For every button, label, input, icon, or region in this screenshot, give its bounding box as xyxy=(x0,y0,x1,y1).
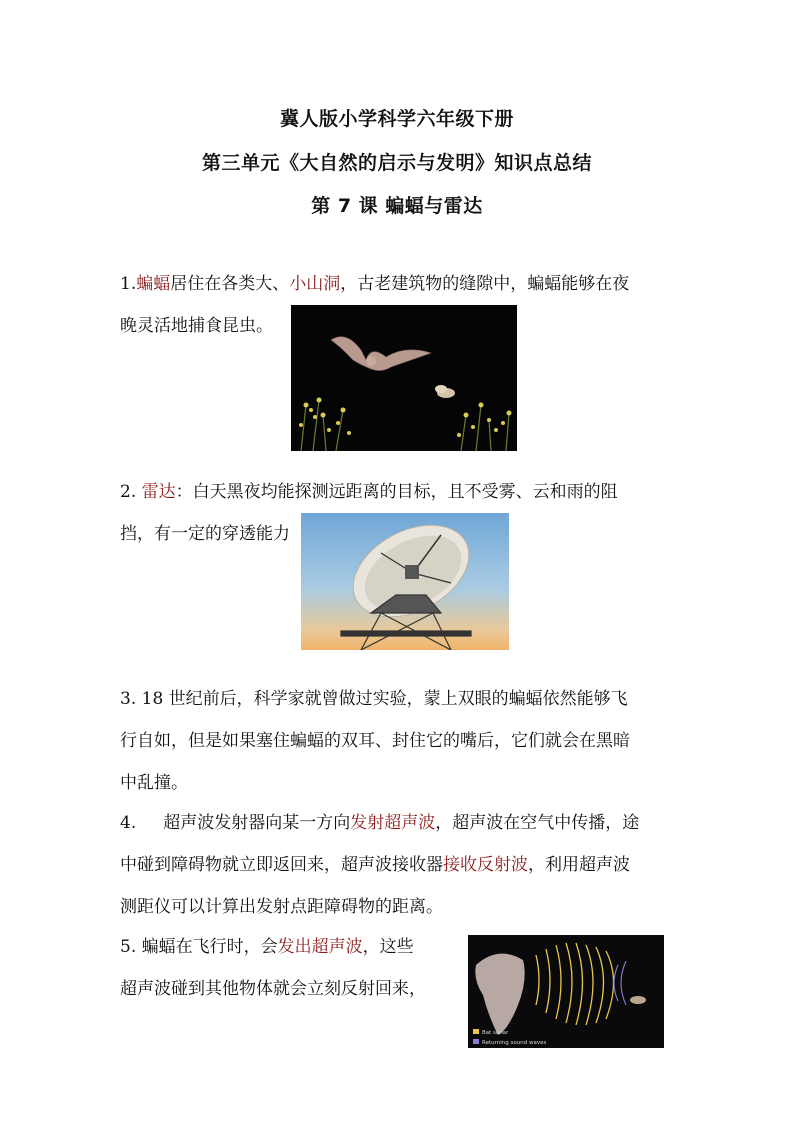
item-number: 1. xyxy=(120,274,137,294)
paragraph-4 xyxy=(120,802,680,928)
paragraph-3 xyxy=(120,678,680,804)
legend-returning-waves: Returning sound waves xyxy=(482,1040,547,1046)
paragraph-5-line-1 xyxy=(120,926,460,968)
paragraph-3-line-1: 3. 18 世纪前后，科学家就曾做过实验，蒙上双眼的蝙蝠依然能够飞 xyxy=(120,689,628,709)
paragraph-4-line-3: 测距仪可以计算出发射点距障碍物的距离。 xyxy=(120,897,443,917)
paragraph-2-line-2: 挡，有一定的穿透能力 xyxy=(120,524,290,544)
paragraph-5-line-2: 超声波碰到其他物体就会立刻反射回来， xyxy=(120,979,426,999)
returning-waves xyxy=(614,961,626,1005)
text: ：白天黑夜均能探测远距离的目标，且不受雾、云和雨的阻 xyxy=(175,482,618,502)
sonar-waves xyxy=(536,943,614,1025)
bat-shape xyxy=(331,337,431,371)
text: ，超声波在空气中传播，途 xyxy=(435,813,640,833)
moth-shape xyxy=(630,996,646,1004)
radar-photo xyxy=(301,513,509,650)
text: 中碰到障碍物就立即返回来，超声波接收器 xyxy=(120,855,443,875)
bat-sonar-illustration xyxy=(468,935,664,1048)
bat-shape xyxy=(475,954,524,1035)
paragraph-4-line-1 xyxy=(120,802,680,844)
radar-dish xyxy=(337,513,484,635)
highlight-receive: 接收反射波 xyxy=(443,855,528,875)
item-number: 2. xyxy=(120,482,142,502)
text: ，利用超声波 xyxy=(528,855,630,875)
text: 居住在各类大、 xyxy=(170,274,290,294)
highlight-radar: 雷达 xyxy=(141,482,176,502)
paragraph-4-line-2 xyxy=(120,844,680,886)
paragraph-5 xyxy=(120,926,460,1010)
bat-photo xyxy=(291,305,517,451)
title-unit: 第三单元《大自然的启示与发明》知识点总结 xyxy=(201,152,592,174)
title-textbook: 冀人版小学科学六年级下册 xyxy=(279,108,514,130)
item-number: 5. 蝙蝠在飞行时，会 xyxy=(120,937,278,957)
paragraph-3-line-3: 中乱撞。 xyxy=(120,773,188,793)
paragraph-1-line-2: 晚灵活地捕食昆虫。 xyxy=(120,316,273,336)
highlight-cave: 小山洞 xyxy=(289,274,341,294)
paragraph-1-line-1 xyxy=(120,263,680,305)
highlight-ultrasound: 发出超声波 xyxy=(277,937,363,957)
text: ，古老建筑物的缝隙中，蝙蝠能够在夜 xyxy=(340,274,630,294)
legend-bat-sonar: Bat sonar xyxy=(482,1030,509,1036)
paragraph-2-line-1 xyxy=(120,471,680,513)
title-lesson: 第 7 课 蝙蝠与雷达 xyxy=(311,195,483,217)
item-number: 4. 超声波发射器向某一方向 xyxy=(120,813,351,833)
highlight-emit: 发射超声波 xyxy=(350,813,436,833)
paragraph-3-line-2: 行自如，但是如果塞住蝙蝠的双耳、封住它的嘴后，它们就会在黑暗 xyxy=(120,731,630,751)
highlight-bat: 蝙蝠 xyxy=(136,274,171,294)
text: ，这些 xyxy=(362,937,414,957)
